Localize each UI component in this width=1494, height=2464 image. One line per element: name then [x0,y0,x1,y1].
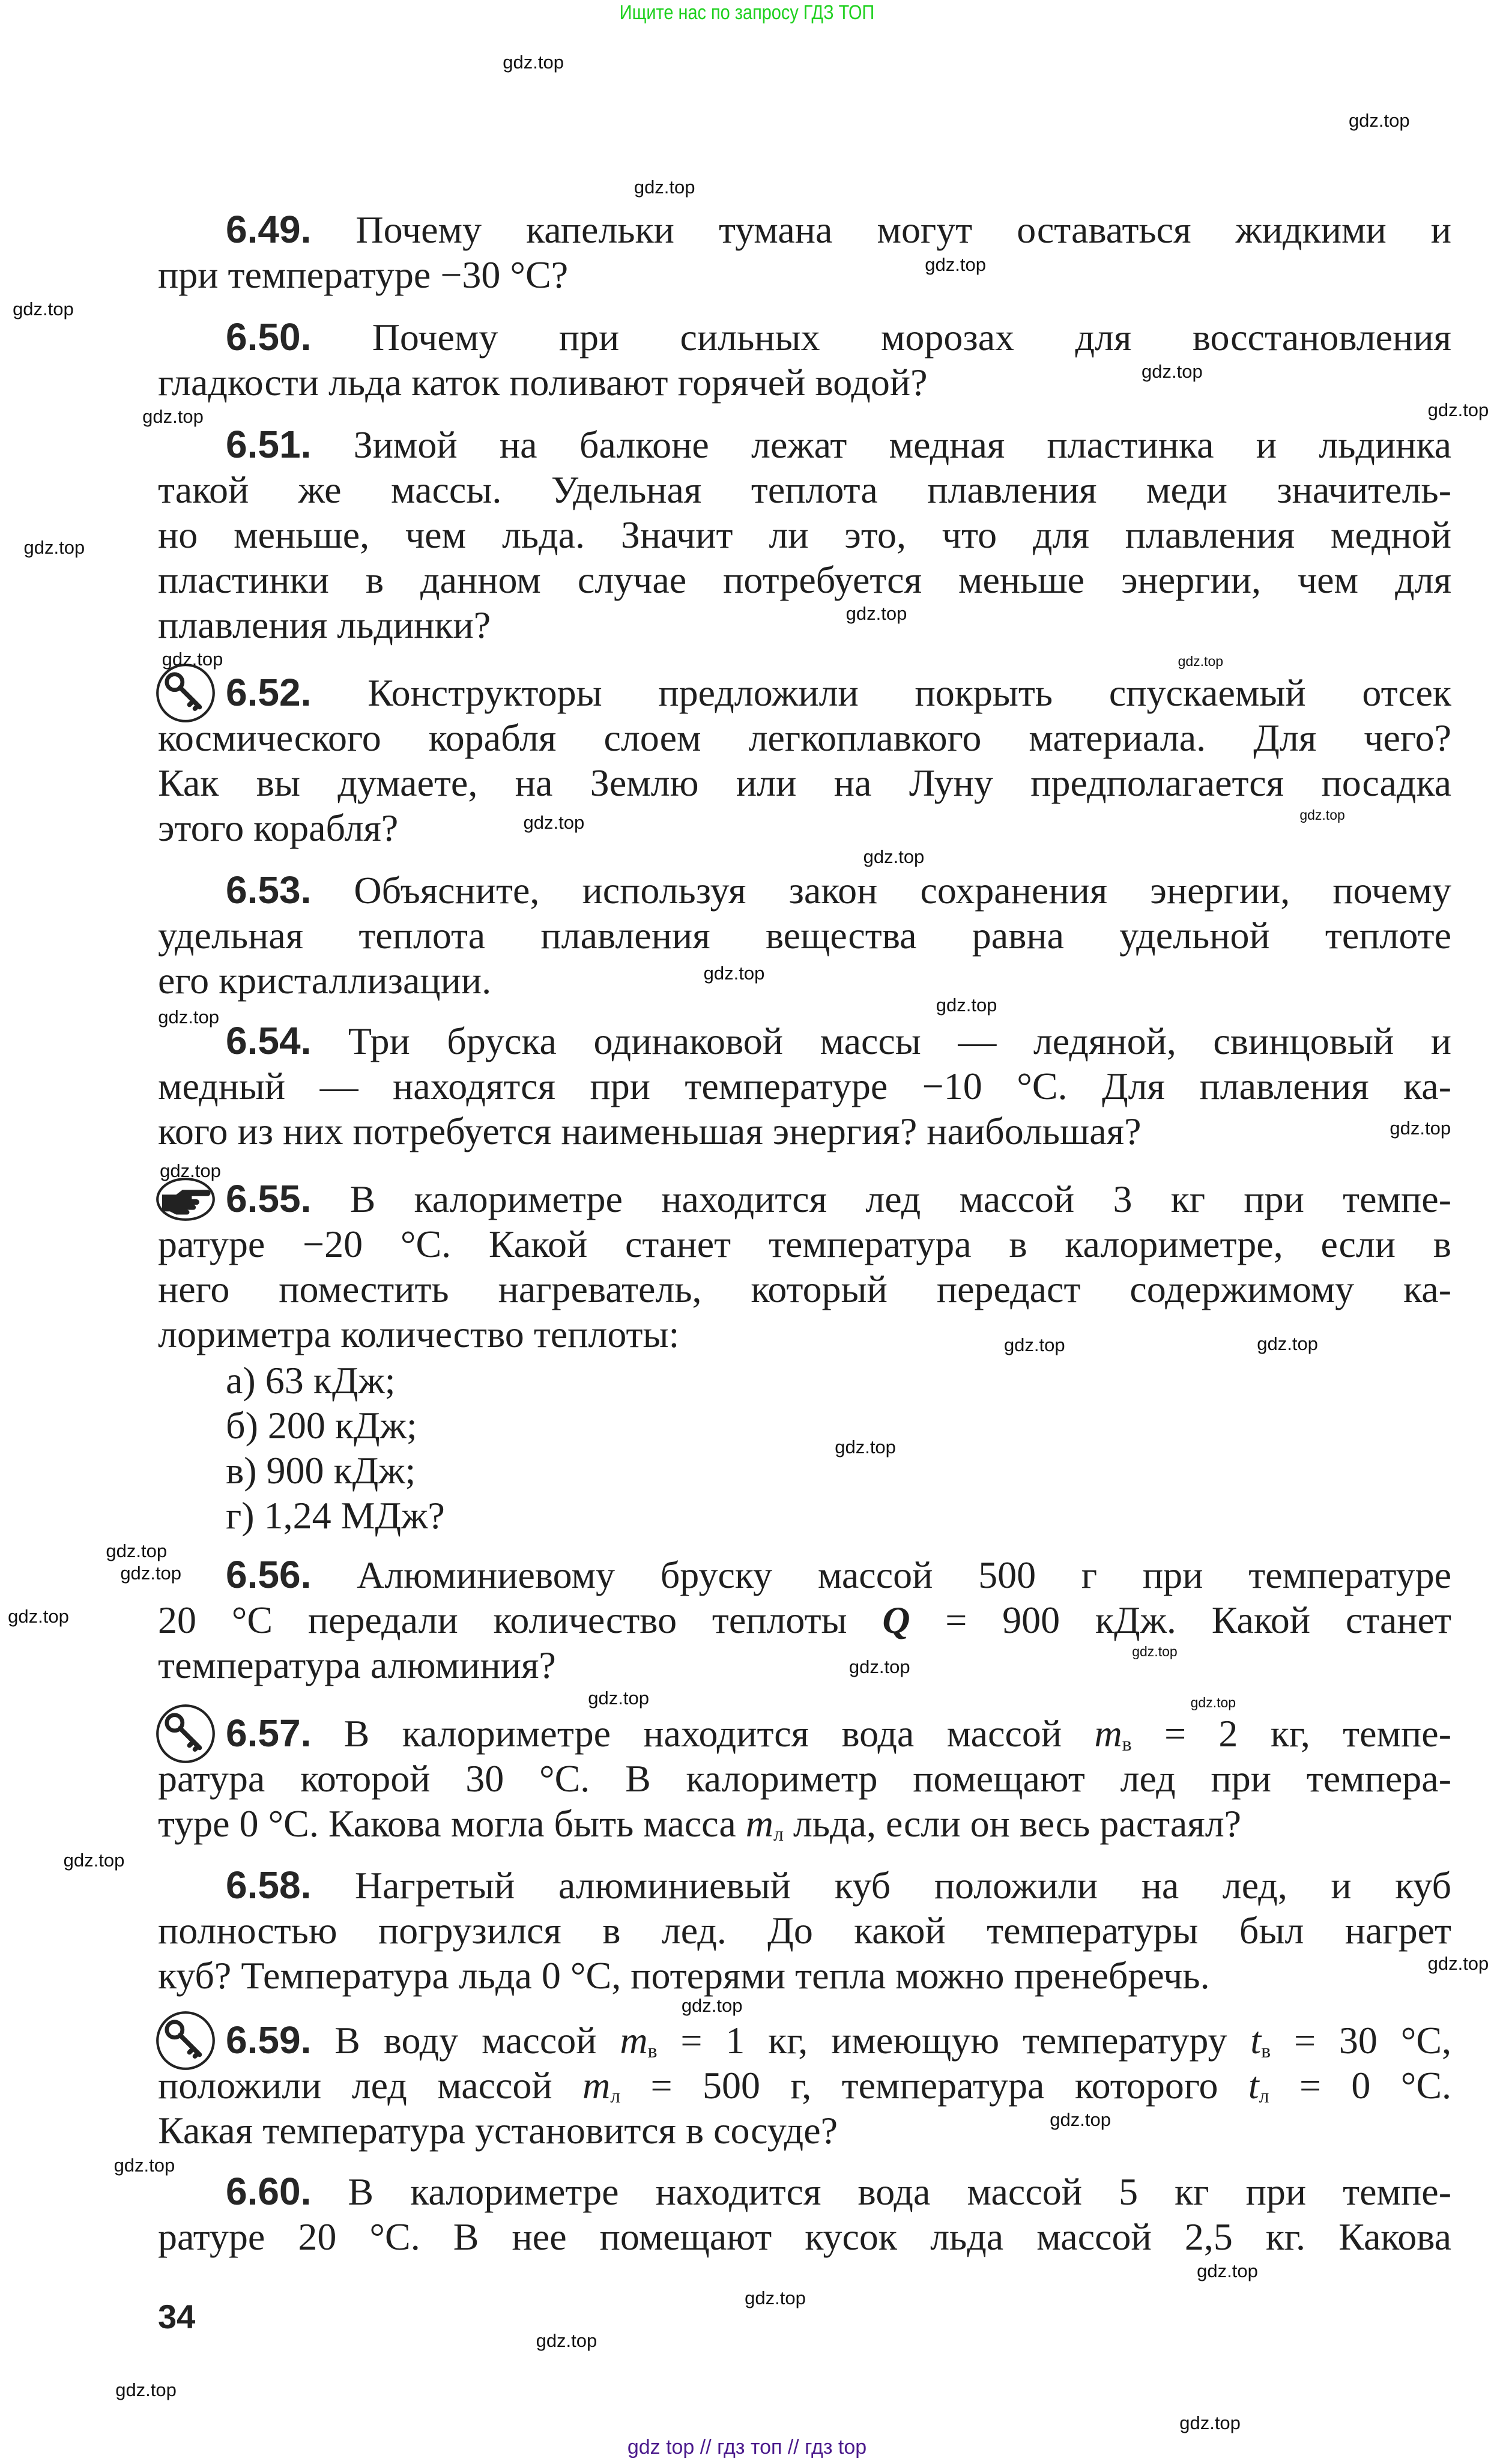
problem-649 [158,207,1451,297]
problem-line [158,1953,1451,1998]
variable: t [1248,2063,1259,2107]
problem-text: Зимой на балконе лежат медная пластинка и льдинка [311,423,1451,466]
problem-659 [158,2018,1451,2153]
watermark: gdz.top [503,51,564,73]
problem-line [158,1221,1451,1267]
watermark: gdz.top [113,2154,175,2176]
problem-line [158,760,1451,805]
problem-line [158,557,1451,602]
footer-links[interactable]: gdz top // гдз топ // гдз top [627,2436,867,2459]
problem-text: кого из них потребуется наименьшая энергия? наибольшая? [158,1109,1142,1152]
problem-line [158,1267,1451,1312]
problem-text: космического корабля слоем легкоплавкого материала. Для чего? [158,716,1451,760]
watermark: gdz.top [863,846,925,867]
problem-text: В воду массой [311,2018,620,2062]
variable: m [582,2063,611,2107]
problem-658 [158,1863,1451,1998]
problem-text: но меньше, чем льда. Значит ли это, что для плавления медной [158,513,1451,556]
problem-654 [158,1019,1451,1154]
problem-text: = 900 кДж. Какой станет [910,1599,1451,1642]
watermark: gdz.top [1179,2412,1241,2433]
problem-655 [158,1176,1451,1357]
problem-line [158,1552,1451,1597]
problem-text: удельная теплота плавления вещества равна удельной теплоте [158,914,1451,957]
problem-line [158,602,1451,647]
problem-line [158,360,1451,405]
watermark: gdz.top [142,405,204,427]
problem-number: 6.50. [226,315,312,359]
watermark: gdz.top [1132,1644,1178,1660]
problem-line [158,2108,1451,2153]
problem-text: Как вы думаете, на Землю или на Луну предполагается посадка [158,761,1451,805]
problem-line [158,1597,1451,1642]
page-number: 34 [158,2298,196,2335]
problem-650 [158,315,1451,405]
search-banner[interactable]: Ищите нас по запросу ГДЗ ТОП [619,1,875,24]
problem-text: Почему капельки тумана могут оставаться жидкими и [311,208,1451,251]
variable: Q [882,1599,910,1642]
problem-line [158,2018,1451,2063]
problem-text: В калориметре находится лед массой 3 кг при темпе- [311,1177,1451,1220]
subscript: в [1122,1733,1132,1755]
watermark: gdz.top [1190,1694,1236,1710]
problem-text: = 1 кг, имеющую температуру [657,2018,1251,2062]
watermark: gdz.top [634,176,695,198]
watermark: gdz.top [23,537,85,558]
problem-line [158,1863,1451,1908]
problem-text: Почему при сильных морозах для восстановления [311,315,1451,359]
watermark: gdz.top [925,254,986,275]
problem-line [158,207,1451,252]
watermark: gdz.top [523,812,585,834]
problem-number: 6.51. [226,422,312,466]
problem-text: пластинки в данном случае потребуется меньше энергии, чем для [158,558,1451,601]
watermark: gdz.top [1050,2108,1111,2130]
watermark: gdz.top [1142,360,1203,382]
problem-text: Нагретый алюминиевый куб положили на лед, и куб [311,1863,1451,1907]
problem-text: температура алюминия? [158,1644,556,1687]
problem-text: 20 °С передали количество теплоты [158,1599,883,1642]
problem-line [158,422,1451,467]
problem-text: него поместить нагреватель, который передаст содержимому ка- [158,1267,1451,1310]
subscript: в [647,2039,658,2062]
watermark: gdz.top [1390,1117,1451,1139]
problem-number: 6.55. [226,1176,312,1220]
problem-line [158,252,1451,297]
problem-number: 6.59. [226,2018,312,2062]
problem-text: = 0 °С. [1269,2063,1452,2107]
subscript: л [1259,2084,1269,2107]
subscript: л [610,2084,621,2107]
problem-line [158,1801,1451,1846]
problem-line [158,2214,1451,2259]
watermark: gdz.top [106,1540,168,1561]
problem-text: лориметра количество теплоты: [158,1312,680,1355]
watermark: gdz.top [120,1563,182,1584]
problem-line [158,1908,1451,1953]
problem-660 [158,2169,1451,2259]
watermark: gdz.top [162,649,223,670]
problem-652 [158,670,1451,850]
problem-text: полностью погрузился в лед. До какой температуры был нагрет [158,1909,1451,1952]
problem-line [158,1019,1451,1064]
problem-651 [158,422,1451,647]
problem-line [158,1176,1451,1221]
watermark: gdz.top [1427,1953,1489,1975]
problem-number: 6.56. [226,1553,312,1597]
problem-text: ратуре 20 °С. В нее помещают кусок льда массой 2,5 кг. Какова [158,2215,1451,2259]
problem-number: 6.53. [226,868,312,912]
problem-text: = 30 °С, [1271,2018,1452,2062]
answer-option: в) 900 кДж; [226,1448,416,1492]
problem-text: ратура которой 30 °С. В калориметр помещают лед при темпера- [158,1757,1451,1800]
problem-text: при температуре −30 °С? [158,253,569,296]
watermark: gdz.top [13,298,74,319]
problem-number: 6.54. [226,1019,312,1062]
watermark: gdz.top [1178,653,1224,669]
problem-text: этого корабля? [158,807,399,850]
problem-line [158,512,1451,557]
problem-line [158,670,1451,715]
problem-line [158,2169,1451,2214]
problem-text: В калориметре находится вода массой [311,1712,1095,1755]
watermark: gdz.top [115,2379,177,2400]
problem-text: положили лед массой [158,2063,582,2107]
problem-text: гладкости льда каток поливают горячей водой? [158,360,928,404]
problem-line [158,715,1451,760]
variable: t [1250,2018,1262,2062]
problem-text: Какая температура установится в сосуде? [158,2108,838,2152]
subscript: в [1261,2039,1271,2062]
variable: m [620,2018,648,2062]
problem-text: = 500 г, температура которого [620,2063,1248,2107]
problem-line [158,1109,1451,1154]
problem-line [158,868,1451,913]
watermark: gdz.top [745,2287,806,2308]
watermark: gdz.top [588,1687,649,1709]
problem-number: 6.60. [226,2170,312,2214]
subscript: л [773,1823,784,1845]
problem-653 [158,868,1451,1003]
watermark: gdz.top [1003,1334,1065,1356]
key-icon [154,2009,217,2072]
problem-text: Три бруска одинаковой массы — ледяной, свинцовый и [311,1019,1451,1062]
watermark: gdz.top [158,1006,219,1028]
key-icon [154,662,217,724]
watermark: gdz.top [835,1436,896,1458]
watermark: gdz.top [1348,110,1410,132]
problem-line [158,1756,1451,1801]
problem-text: Алюминиевому бруску массой 500 г при температуре [311,1554,1451,1597]
problem-number: 6.49. [226,207,312,251]
watermark: gdz.top [848,1656,910,1678]
watermark: gdz.top [1197,2260,1258,2282]
watermark: gdz.top [703,962,765,984]
problem-line [158,1711,1451,1756]
problem-text: медный — находятся при температуре −10 °С. Для плавления ка- [158,1064,1451,1107]
watermark: gdz.top [1257,1333,1318,1355]
problem-text: льда, если он весь растаял? [783,1802,1242,1845]
watermark: gdz.top [1299,807,1345,823]
watermark: gdz.top [681,1994,743,2016]
watermark: gdz.top [936,994,997,1016]
problem-number: 6.57. [226,1711,312,1755]
watermark: gdz.top [160,1160,221,1181]
answer-option: а) 63 кДж; [226,1358,396,1402]
problem-text: плавления льдинки? [158,603,491,646]
problem-text: В калориметре находится вода массой 5 кг при темпе- [311,2170,1451,2214]
answer-option: г) 1,24 МДж? [226,1494,445,1537]
variable: m [1094,1712,1122,1755]
problem-text: Конструкторы предложили покрыть спускаемый отсек [311,671,1451,715]
watermark: gdz.top [536,2330,597,2352]
problem-text: такой же массы. Удельная теплота плавления меди значитель- [158,468,1451,511]
problem-line [158,2063,1451,2108]
problem-text: куб? Температура льда 0 °С, потерями тепла можно пренебречь. [158,1954,1210,1997]
problem-text: ратуре −20 °С. Какой станет температура в калориметре, если в [158,1222,1451,1265]
problem-line [158,1642,1451,1688]
answer-option: б) 200 кДж; [226,1403,417,1447]
problem-line [158,958,1451,1003]
problem-line [158,467,1451,512]
problem-text: Объясните, используя закон сохранения энергии, почему [311,869,1451,912]
problem-line [158,805,1451,850]
problem-line [158,315,1451,360]
problem-657 [158,1711,1451,1846]
watermark: gdz.top [845,602,907,624]
variable: m [745,1802,773,1845]
problem-656 [158,1552,1451,1688]
problem-number: 6.58. [226,1863,312,1907]
problem-text: туре 0 °С. Какова могла быть масса [158,1802,746,1845]
watermark: gdz.top [8,1606,69,1627]
watermark: gdz.top [1427,399,1489,421]
problem-text: = 2 кг, темпе- [1131,1712,1452,1755]
problem-number: 6.52. [226,671,312,715]
watermark: gdz.top [63,1849,125,1871]
answer-options [158,1358,1451,1538]
problem-text: его кристаллизации. [158,959,492,1002]
problem-line [158,913,1451,958]
problem-line [158,1064,1451,1109]
key-icon [154,1703,217,1765]
